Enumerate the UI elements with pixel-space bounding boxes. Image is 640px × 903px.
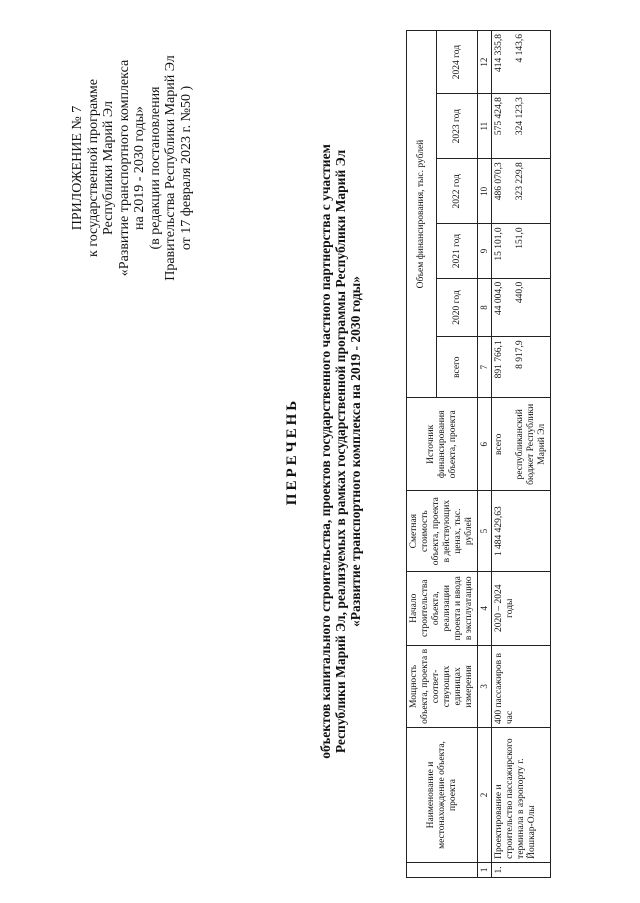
header-capacity: Мощность объекта, проекта в соответ- ствующих единицах измерения [407, 645, 478, 728]
column-number: 10 [478, 159, 492, 224]
amount-2021 [492, 224, 551, 278]
amount-2020-budget: 440,0 [515, 281, 525, 304]
column-number: 6 [478, 398, 492, 491]
amount-2024-budget: 4 143,6 [515, 34, 525, 63]
column-number: 11 [478, 94, 492, 159]
funding-source [492, 398, 551, 491]
header-row [407, 31, 437, 878]
object-start: 2020 – 2024 годы [492, 571, 551, 645]
table-row [492, 31, 551, 878]
approval-line: Республики Марий Эл [101, 101, 116, 235]
column-number: 4 [478, 571, 492, 645]
header-cost: Сметная стоимость объекта, проекта в действующих ценах, тыс. рублей [407, 491, 478, 571]
approval-block [70, 33, 194, 303]
approval-line: ПРИЛОЖЕНИЕ № 7 [70, 105, 85, 231]
column-number: 12 [478, 31, 492, 94]
column-number: 1 [478, 862, 492, 877]
column-number: 5 [478, 491, 492, 571]
amount-2020 [492, 278, 551, 337]
amount-2023-all: 575 424,8 [494, 97, 504, 136]
header-funding-group: Объем финансирования, тыс. рублей [407, 31, 437, 398]
objects-table [406, 30, 551, 878]
header-num [407, 862, 478, 877]
approval-line: на 2019 - 2030 годы» [132, 106, 147, 230]
header-start: Начало строительства объекта, реализации проекта и ввода в эксплуатацию [407, 571, 478, 645]
document-subtitle [318, 90, 363, 813]
subtitle-line: Республики Марий Эл, реализуемых в рамках государственной программы Республики Марий Эл [333, 149, 348, 754]
header-name: Наименование и местонахождение объекта, проекта [407, 728, 478, 863]
header-2020: 2020 год [437, 278, 478, 337]
amount-2020-all: 44 004,0 [494, 281, 504, 315]
header-source: Источник финансирования объекта, проекта [407, 398, 478, 491]
subtitle-line: «Развитие транспортного комплекса на 2019 - 2030 годы» [348, 276, 363, 627]
header-2022: 2022 год [437, 159, 478, 224]
column-number: 7 [478, 337, 492, 398]
amount-2023 [492, 94, 551, 159]
document-title: ПЕРЕЧЕНЬ [284, 397, 300, 506]
amount-2022-all: 486 070,3 [494, 162, 504, 201]
column-number-row [478, 31, 492, 878]
subtitle-line: объектов капитального строительства, проектов государственного частного партнерства с участием [318, 144, 333, 759]
approval-line: «Развитие транспортного комплекса [116, 59, 132, 277]
source-budget: республиканский бюджет Республики Марий Эл [515, 403, 547, 485]
object-cost: 1 484 429,63 [492, 491, 551, 571]
column-number: 8 [478, 278, 492, 337]
amount-total-all: 891 766,1 [494, 340, 504, 379]
object-capacity: 400 пассажиров в час [492, 645, 551, 728]
approval-line: к государственной программе [85, 79, 101, 257]
header-2023: 2023 год [437, 94, 478, 159]
amount-2024 [492, 31, 551, 94]
amount-2021-all: 15 101,0 [494, 227, 504, 261]
amount-total-budget: 8 917,9 [515, 340, 525, 369]
approval-line: (в редакции постановления [147, 86, 163, 250]
header-total: всего [437, 337, 478, 398]
amount-2022-budget: 323 229,8 [515, 162, 525, 201]
header-2024: 2024 год [437, 31, 478, 94]
column-number: 9 [478, 224, 492, 278]
amount-2022 [492, 159, 551, 224]
column-number: 3 [478, 645, 492, 728]
amount-2023-budget: 324 123,3 [515, 97, 525, 136]
amount-2024-all: 414 335,8 [494, 34, 504, 72]
source-total: всего [494, 433, 504, 455]
object-name: Проектирование и строительство пассажирского терминала в аэропорту г. Йошкар-Олы [492, 728, 551, 863]
amount-2021-budget: 151,0 [515, 227, 525, 249]
header-2021: 2021 год [437, 224, 478, 278]
row-number: 1. [492, 862, 551, 877]
approval-line: Правительства Республики Марий Эл [163, 55, 178, 281]
column-number: 2 [478, 728, 492, 863]
amount-total [492, 337, 551, 398]
approval-line: от 17 февраля 2023 г. №50 ) [178, 85, 194, 251]
